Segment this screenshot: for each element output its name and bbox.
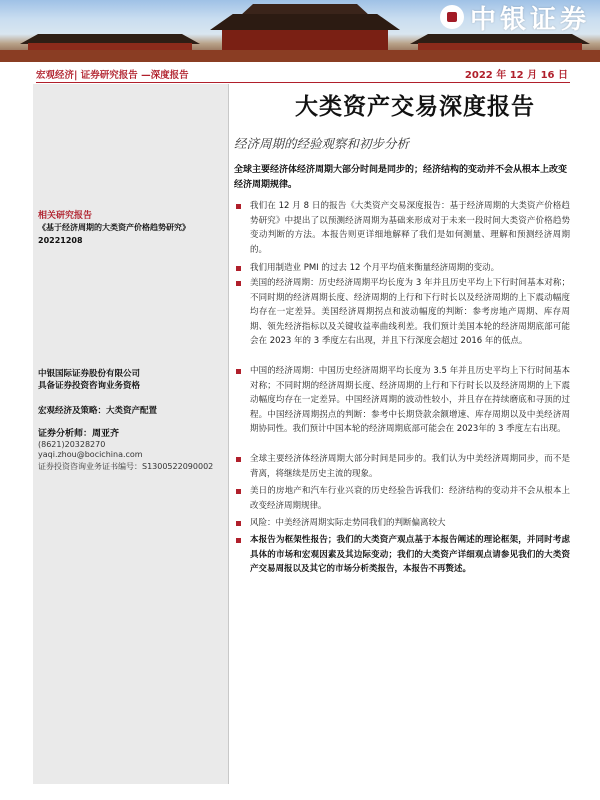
summary-intro: 全球主要经济体经济周期大部分时间是同步的；经济结构的变动并不会从根本上改变经济周期规律。 (234, 165, 568, 190)
analyst-name: 证券分析师：周亚齐 (38, 429, 120, 439)
header-banner (0, 0, 600, 62)
bullet-marker-icon (234, 484, 246, 513)
related-research-title: 相关研究报告 (38, 211, 93, 221)
bullet-marker-icon (234, 276, 246, 349)
breadcrumb: 宏观经济| 证券研究报告 —深度报告 (36, 70, 189, 81)
strategy-label: 宏观经济及策略：大类资产配置 (38, 406, 158, 416)
bullet-text: 本报告为框架性报告；我们的大类资产观点基于本报告阐述的理论框架，并同时考虑具体的市场和宏观因素及其边际变动；我们的大类资产详细观点请参见我们的大类资产交易周报以及其它的市场分析类报告，本报告不再赘述。 (250, 535, 570, 575)
bullet-text: 我们用制造业 PMI 的过去 12 个月平均值来衡量经济周期的变动。 (250, 263, 500, 273)
bullet-text: 美国的经济周期：历史经济周期平均长度为 3 年并且历史平均上下行时间基本对称；不同时期的经济周期长度、经济周期的上行和下行时长以及经济周期的上下震动幅度均存在一定差异。美国经济周期拐点和波动幅度的判断：参考房地产周期、库存周期、领先经济指标以及关键收益率曲线利差。我们预计美国本轮的经济周期底部可能会在 2023 年的 3 季度左右出现，并且下行深度会超过 2016 年的低点。 (250, 278, 570, 347)
bullet-marker-icon (234, 261, 246, 276)
related-report-date: 20221208 (38, 236, 83, 245)
bullet-marker-icon (234, 533, 246, 577)
hall-wall (222, 30, 388, 52)
brand-name: 中银证券 (469, 4, 590, 35)
company-info (38, 368, 223, 392)
sidebar-divider (228, 84, 229, 784)
bullet-text: 风险：中美经济周期实际走势同我们的判断偏离较大 (250, 518, 446, 528)
summary-bullet (234, 484, 570, 513)
brand-logo (440, 2, 590, 35)
bullet-text: 我们在 12 月 8 日的报告《大类资产交易深度报告：基于经济周期的大类资产价格趋势研究》中提出了以预测经济周期为基础来形成对于未来一段时间大类资产价格趋势变动判断的方法。本报告则更详细地解释了我们是如何测量、理解和预测经济周期的。 (250, 201, 570, 255)
bullet-text: 中国的经济周期：中国历史经济周期平均长度为 3.5 年并且历史平均上下行时间基本对称；不同时期的经济周期长度、经济周期的上行和下行时长以及经济周期的上下震动幅度均存在一定差异。中国经济周期的波动性较小，并且存在持续磨底和寻顶的过程。中国经济周期拐点的判断：参考中长期贷款余额增速、库存周期以及中美经济周期协同性。我们预计中国本轮的经济周期底部可能会在 2023年的 3 季度左右出现。 (250, 366, 570, 435)
summary-bullet (234, 452, 570, 481)
bullet-marker-icon (234, 364, 246, 437)
plaza-ground (0, 50, 600, 62)
hall-roof (210, 14, 400, 30)
bullet-text: 全球主要经济体经济周期大部分时间是同步的。我们认为中美经济周期同步，而不是背离，将继续是历史主流的现象。 (250, 454, 570, 479)
report-date: 2022 年 12 月 16 日 (464, 70, 568, 81)
summary-bullet (234, 276, 570, 349)
header-row (0, 63, 600, 83)
report-title: 大类资产交易深度报告 (295, 93, 535, 120)
bank-logo-icon (440, 5, 464, 29)
summary-bullet (234, 516, 570, 531)
analyst-phone: (8621)20328270 (38, 440, 106, 449)
report-subtitle: 经济周期的经验观察和初步分析 (234, 136, 410, 151)
analyst-email[interactable]: yaqi.zhou@bocichina.com (38, 450, 143, 459)
summary-bullet (234, 533, 570, 577)
company-name: 中银国际证券股份有限公司 (38, 369, 141, 379)
bullet-marker-icon (234, 199, 246, 257)
bullet-marker-icon (234, 516, 246, 531)
summary-bullet (234, 199, 570, 257)
bullet-text: 美日的房地产和汽车行业兴衰的历史经验告诉我们：经济结构的变动并不会从根本上改变经济周期规律。 (250, 486, 570, 511)
summary-bullet (234, 261, 570, 276)
related-report-link[interactable]: 《基于经济周期的大类资产价格趋势研究》 (38, 223, 190, 232)
summary-bullet (234, 364, 570, 437)
analyst-certificate: 证券投资咨询业务证书编号：S1300522090002 (38, 462, 214, 471)
header-divider (36, 82, 570, 83)
company-qualification: 具备证券投资咨询业务资格 (38, 381, 141, 391)
bullet-marker-icon (234, 452, 246, 481)
